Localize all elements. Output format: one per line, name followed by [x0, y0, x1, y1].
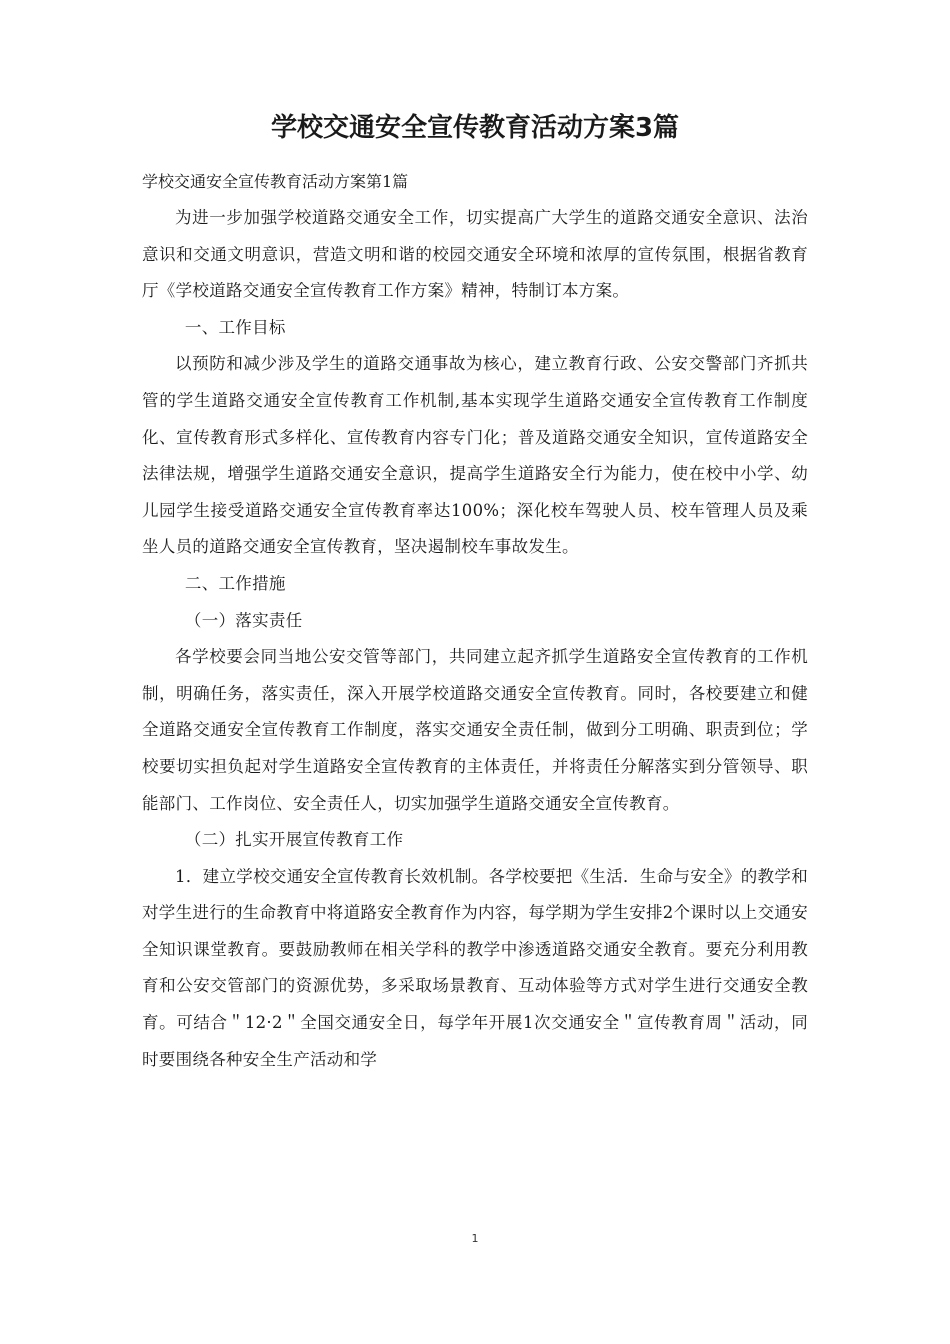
document-title: 学校交通安全宣传教育活动方案3篇 [270, 113, 680, 143]
paragraph-responsibility: 各学校要会同当地公安交管等部门，共同建立起齐抓学生道路安全宣传教育的工作机制，明确任务，落实责任，深入开展学校道路交通安全宣传教育。同时，各校要建立和健全道路交通安全宣传教育工作制度，落实交通安全责任制，做到分工明确、职责到位；学校要切实担负起对学生道路安全宣传教育的主体责任，并将责任分解落实到分管领导、职能部门、工作岗位、安全责任人，切实加强学生道路交通安全宣传教育。 [142, 647, 808, 813]
paragraph-intro: 为进一步加强学校道路交通安全工作，切实提高广大学生的道路交通安全意识、法治意识和交通文明意识，营造文明和谐的校园交通安全环境和浓厚的宣传氛围，根据省教育厅《学校道路交通安全宣传教育工作方案》精神，特制订本方案。 [142, 208, 808, 301]
paragraph-education: 1．建立学校交通安全宣传教育长效机制。各学校要把《生活．生命与安全》的教学和对学生进行的生命教育中将道路安全教育作为内容，每学期为学生安排2个课时以上交通安全知识课堂教育。要鼓励教师在相关学科的教学中渗透道路交通安全教育。要充分利用教育和公安交管部门的资源优势，多采取场景教育、互动体验等方式对学生进行交通安全教育。可结合＂12·2＂全国交通安全日，每学年开展1次交通安全＂宣传教育周＂活动，同时要围绕各种安全生产活动和学 [142, 866, 808, 1069]
paragraph-goals: 以预防和减少涉及学生的道路交通事故为核心，建立教育行政、公安交警部门齐抓共管的学生道路交通安全宣传教育工作机制,基本实现学生道路交通安全宣传教育工作制度化、宣传教育形式多样化、宣传教育内容专门化；普及道路交通安全知识，宣传道路安全法律法规，增强学生道路交通安全意识，提高学生道路安全行为能力，使在校中小学、幼儿园学生接受道路交通安全宣传教育率达100%；深化校车驾驶人员、校车管理人员及乘坐人员的道路交通安全宣传教育，坚决遏制校车事故发生。 [142, 354, 808, 557]
subsection-heading-education: （二）扎实开展宣传教育工作 [184, 830, 404, 850]
subsection-heading-responsibility: （一）落实责任 [184, 610, 303, 630]
section-heading-goals: 一、工作目标 [184, 317, 286, 337]
page-number: 1 [471, 1232, 479, 1245]
section-heading-measures: 二、工作措施 [184, 573, 286, 593]
document-subtitle: 学校交通安全宣传教育活动方案第1篇 [142, 172, 409, 191]
